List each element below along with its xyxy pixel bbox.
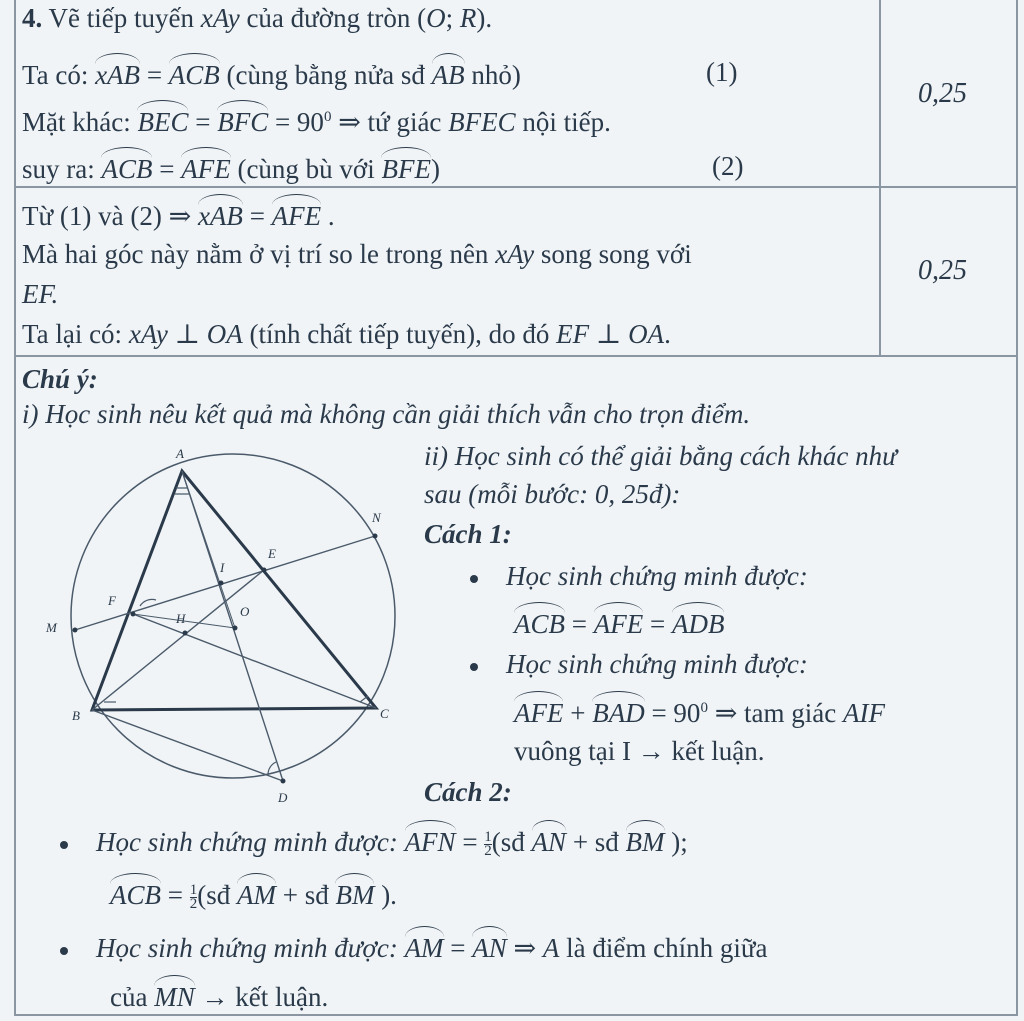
bullet-icon bbox=[60, 841, 68, 849]
table-row-divider bbox=[14, 186, 1018, 188]
table-column-divider bbox=[879, 0, 881, 356]
method2-bullet1-line2: ACB = $\frac{1}{2}$ (sđ AM + sđ BM ). bbox=[110, 876, 397, 912]
point-d bbox=[281, 779, 286, 784]
bullet-icon bbox=[470, 575, 478, 583]
method2-title: Cách 2: bbox=[424, 777, 512, 807]
row2-score: 0,25 bbox=[918, 255, 967, 286]
line-bd bbox=[92, 710, 283, 781]
label-o: O bbox=[240, 604, 250, 619]
row1-tag2: (2) bbox=[712, 151, 744, 181]
label-h: H bbox=[176, 611, 186, 626]
point-e bbox=[262, 568, 267, 573]
row1-line1: 4. Vẽ tiếp tuyến xAy của đường tròn (O; R). bbox=[22, 3, 493, 33]
point-o bbox=[233, 626, 238, 631]
label-m: M bbox=[46, 620, 57, 635]
row1-line2: Ta có: xAB = ACB (cùng bằng nửa sđ AB nhỏ) bbox=[22, 56, 521, 91]
label-a: A bbox=[176, 446, 184, 461]
geometry-figure bbox=[30, 440, 420, 820]
line-ad bbox=[182, 471, 283, 781]
method2-bullet1: Học sinh chứng minh được: AFN = $\frac{1}{2}$ (sđ AN + sđ BM ); bbox=[60, 823, 688, 859]
note-ii-2: sau (mỗi bước: 0, 25đ): bbox=[424, 479, 681, 509]
label-i: I bbox=[220, 560, 225, 575]
point-n bbox=[373, 534, 378, 539]
row1-tag1: (1) bbox=[706, 57, 738, 87]
line-mn bbox=[75, 536, 375, 630]
label-c: C bbox=[380, 706, 389, 721]
note-title: Chú ý: bbox=[22, 364, 98, 394]
point-i bbox=[219, 581, 224, 586]
label-e: E bbox=[268, 546, 276, 561]
row1-line4: suy ra: ACB = AFE (cùng bù với BFE) bbox=[22, 150, 440, 185]
row2-line3: EF. bbox=[22, 279, 59, 309]
note-i: i) Học sinh nêu kết quả mà không cần giải thích vẫn cho trọn điểm. bbox=[22, 399, 751, 429]
bullet-icon bbox=[470, 663, 478, 671]
bullet-icon bbox=[60, 947, 68, 955]
label-n: N bbox=[372, 510, 381, 525]
point-f bbox=[131, 612, 136, 617]
label-b: B bbox=[72, 708, 80, 723]
label-f: F bbox=[108, 593, 116, 608]
fraction-half: $\frac{1}{2}$ bbox=[189, 881, 198, 913]
row1-score: 0,25 bbox=[918, 78, 967, 109]
method1-bullet2: Học sinh chứng minh được: bbox=[470, 648, 808, 680]
fraction-half: $\frac{1}{2}$ bbox=[484, 828, 492, 860]
method1-bullet1: Học sinh chứng minh được: bbox=[470, 560, 808, 592]
row2-line2: Mà hai góc này nằm ở vị trí so le trong nên xAy song song với bbox=[22, 239, 692, 269]
row1-line3: Mặt khác: BEC = BFC = $90^0$ ⇒ tứ giác BFEC nội tiếp. bbox=[22, 103, 611, 138]
method1-bullet2-formula: AFE + BAD = $90^0$ ⇒ tam giác AIF bbox=[514, 694, 885, 729]
point-m bbox=[73, 628, 78, 633]
method1-bullet1-formula: ACB = AFE = ADB bbox=[514, 605, 724, 640]
method2-bullet2: Học sinh chứng minh được: AM = AN ⇒ A là điểm chính giữa bbox=[60, 929, 768, 964]
table-row-divider bbox=[14, 355, 1018, 357]
method1-bullet2-conclusion: vuông tại I → kết luận. bbox=[514, 736, 765, 766]
method1-title: Cách 1: bbox=[424, 519, 512, 549]
row2-line1: Từ (1) và (2) ⇒ xAB = AFE . bbox=[22, 197, 335, 232]
row2-line4: Ta lại có: xAy ⊥ OA (tính chất tiếp tuyến), do đó EF ⊥ OA. bbox=[22, 319, 671, 349]
label-d: D bbox=[278, 790, 288, 805]
note-ii-1: ii) Học sinh có thể giải bằng cách khác như bbox=[424, 441, 897, 471]
triangle-abc bbox=[92, 471, 376, 710]
point-h bbox=[183, 631, 188, 636]
method2-bullet2-line2: của MN → kết luận. bbox=[110, 978, 328, 1013]
